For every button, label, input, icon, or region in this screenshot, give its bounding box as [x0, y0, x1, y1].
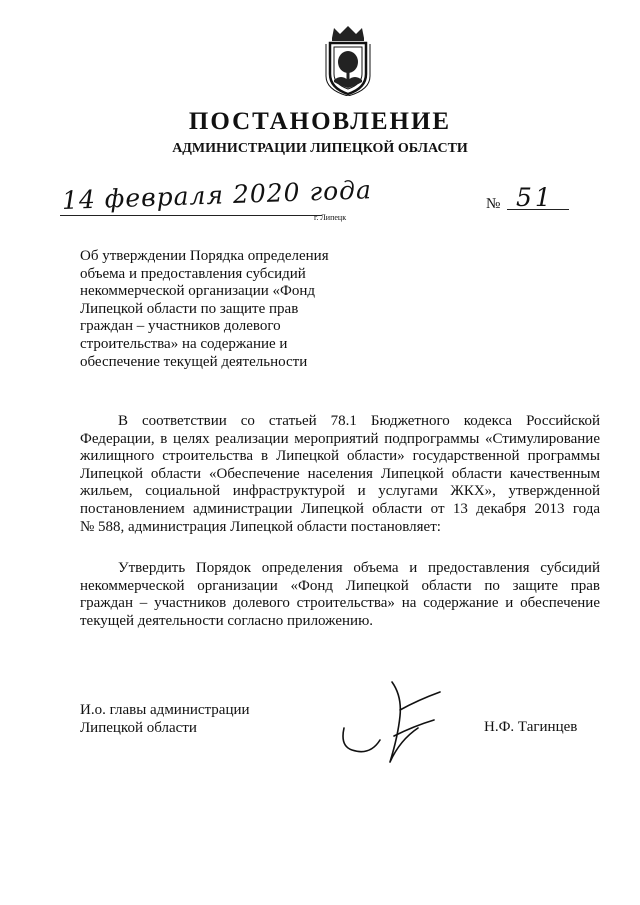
paragraph-line: Утвердить Порядок определения объема и предоставления субсидий — [118, 560, 600, 576]
paragraph-line: жилищного строительства в Липецкой области» государственной программы — [80, 448, 600, 465]
body-paragraph-2 — [80, 560, 600, 630]
paragraph-line: жильем, социальной инфраструктурой и услугами ЖКХ», утвержденной — [80, 483, 600, 500]
paragraph-line: граждан – участников долевого строительства» на содержание и обеспечение — [80, 595, 600, 612]
city-label: г. Липецк — [314, 213, 347, 222]
subject-line: строительства» на содержание и — [80, 335, 288, 352]
handwritten-signature — [330, 670, 448, 766]
number-sign: № — [486, 196, 501, 212]
paragraph-line: № 588, администрация Липецкой области постановляет: — [80, 518, 441, 535]
paragraph-line: В соответствии со статьей 78.1 Бюджетного кодекса Российской — [118, 413, 600, 429]
subject-line: некоммерческой организации «Фонд — [80, 283, 316, 300]
subject-line: граждан – участников долевого — [80, 318, 281, 335]
paragraph-line: некоммерческой организации «Фонд Липецкой области по защите прав — [80, 577, 600, 594]
signatory-name: Н.Ф. Тагинцев — [484, 719, 578, 735]
subject-line: обеспечение текущей деятельности — [80, 353, 308, 370]
paragraph-line: Липецкой области «Обеспечение населения Липецкой области качественным — [80, 465, 600, 482]
subject-line: Липецкой области по защите прав — [80, 300, 299, 317]
signatory-position — [80, 702, 250, 737]
date-underline — [60, 215, 322, 216]
paragraph-line: Федерации, в целях реализации мероприятий подпрограммы «Стимулирование — [80, 430, 600, 447]
lipetsk-coat-of-arms-icon — [320, 24, 376, 96]
subject-line: Об утверждении Порядка определения — [80, 248, 329, 264]
document-subject — [80, 248, 360, 371]
number-underline — [507, 209, 569, 210]
handwritten-date: 14 февраля 2020 года — [61, 175, 373, 215]
body-paragraph-1 — [80, 413, 600, 536]
document-subtitle: АДМИНИСТРАЦИИ ЛИПЕЦКОЙ ОБЛАСТИ — [172, 141, 468, 156]
paragraph-line: текущей деятельности согласно приложению. — [80, 612, 374, 629]
paragraph-line: постановлением администрации Липецкой области от 13 декабря 2013 года — [80, 500, 600, 517]
signatory-position-line: И.о. главы администрации — [80, 702, 250, 718]
document-title: ПОСТАНОВЛЕНИЕ — [188, 108, 452, 135]
handwritten-number: 51 — [516, 183, 554, 212]
subject-line: объема и предоставления субсидий — [80, 265, 306, 282]
signatory-position-line: Липецкой области — [80, 719, 197, 736]
